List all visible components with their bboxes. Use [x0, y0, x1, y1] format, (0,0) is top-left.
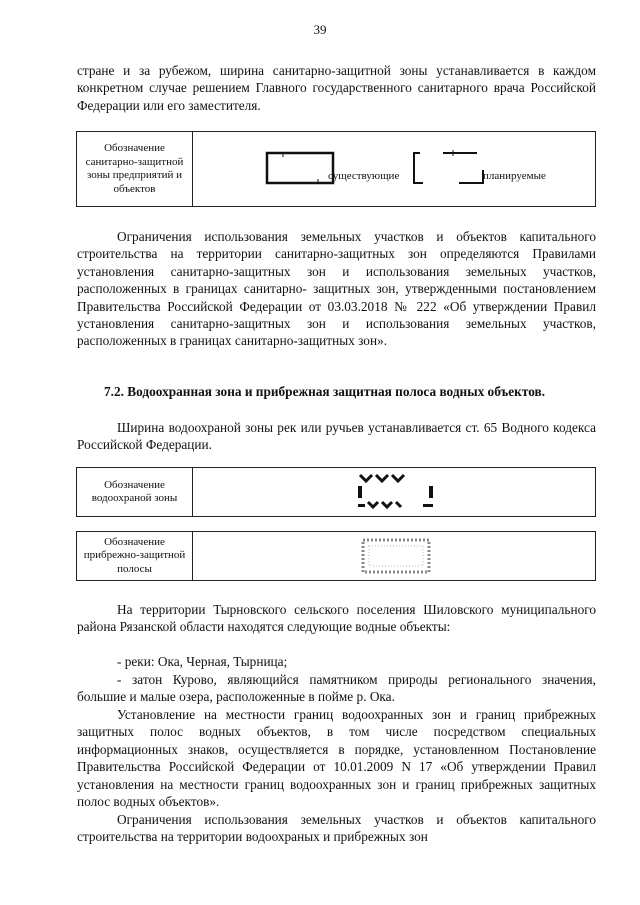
- coastal-strip-pattern-icon: [193, 532, 597, 580]
- list-item-zaton: - затон Курово, являющийся памятником природы регионального значения, большие и малые озера, расположенные в пойме р. Ока.: [77, 672, 596, 705]
- paragraph-top: стране и за рубежом, ширина санитарно-защитной зоны устанавливается в каждом конкретном случае решением Главного государственного санитарного врача Российской Федерации или его заместителя.: [77, 63, 596, 113]
- legend-water-symbols: [193, 468, 595, 516]
- legend-planned-label: планируемые: [483, 170, 546, 182]
- legend-sanitary-label: Обозначение санитарно-защитной зоны предприятий и объектов: [77, 132, 193, 206]
- list-item-rivers: - реки: Ока, Черная, Тырница;: [117, 654, 288, 669]
- legend-existing-label: существующие: [328, 170, 400, 182]
- paragraph-zone-width: Ширина водоохраной зоны рек или ручьев устанавливается ст. 65 Водного кодекса Российской Федерации.: [77, 420, 596, 453]
- paragraph-last: Ограничения использования земельных участков и объектов капитального строительства на территории водоохраных и прибрежных зон: [77, 812, 596, 845]
- legend-coastal-symbols: [193, 532, 595, 580]
- water-zone-pattern-icon: [193, 468, 597, 516]
- paragraph-restrictions: Ограничения использования земельных участков и объектов капитального строительства на территории санитарно-защитных зон определяются Правилами установления санитарно-защитных зон и использования земельных участков, расположенных в границах санитарно- защитных зон, утвержденными постановлением Правительства Российской Федерации от 03.03.2018 № 222 «Об утверждении Правил установления санитарно-защитных зон и использования земельных участков, расположенных в границах санитарно-защитных зон».: [77, 229, 596, 349]
- sanitary-zone-symbols-icon: [193, 132, 597, 206]
- legend-coastal-label: Обозначение прибрежно-защитной полосы: [77, 532, 193, 580]
- legend-water-label: Обозначение водоохраной зоны: [77, 468, 193, 516]
- page-number: 39: [313, 22, 327, 37]
- paragraph-establish: Установление на местности границ водоохранных зон и границ прибрежных защитных полос водных объектов, в том числе посредством специальных информационных знаков, осуществляется в порядке, установленном Постановление Правительства Российской Федерации от 10.01.2009 N 17 «Об утверждении Правил установления на местности границ водоохранных зон и границ прибрежных защитных полос водных объектов».: [77, 707, 596, 810]
- section-heading: 7.2. Водоохранная зона и прибрежная защитная полоса водных объектов.: [104, 384, 546, 399]
- legend-water-protection-zone: [76, 467, 596, 517]
- paragraph-territory: На территории Тырновского сельского поселения Шиловского муниципального района Рязанской области находятся следующие водные объекты:: [77, 602, 596, 635]
- legend-sanitary-zone: [76, 131, 596, 207]
- legend-coastal-strip: [76, 531, 596, 581]
- legend-sanitary-symbols: [193, 132, 595, 206]
